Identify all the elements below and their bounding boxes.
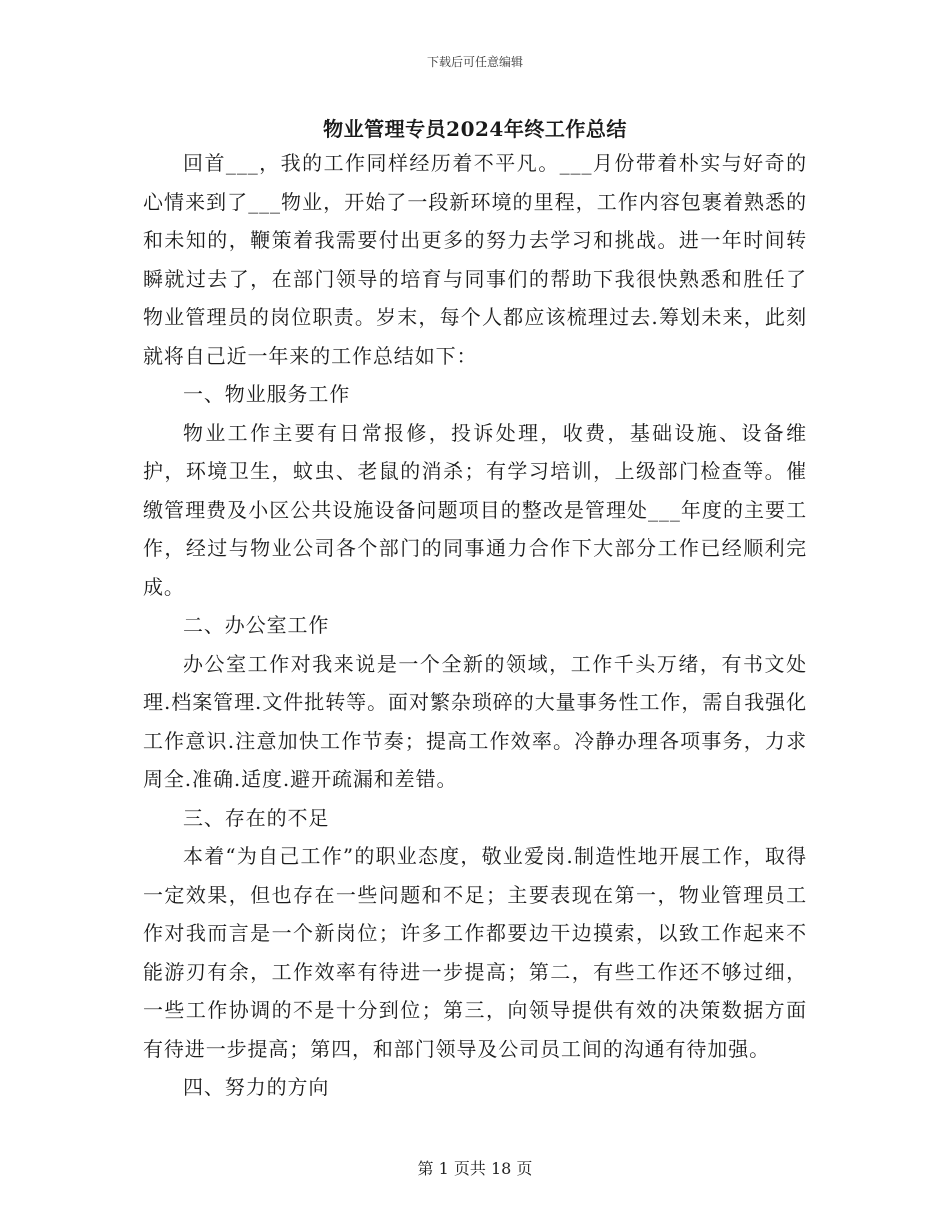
section-heading-2: 二、办公室工作	[183, 613, 330, 637]
paragraph-shortcomings: 本着“为自己工作”的职业态度，敬业爱岗.制造性地开展工作，取得一定效果，但也存在一些问题和不足；主要表现在第一，物业管理员工作对我而言是一个新岗位；许多工作都要边干边摸索，以致工作起来不能游刃有余，工作效率有待进一步提高；第二，有些工作还不够过细，一些工作协调的不是十分到位；第三，向领导提供有效的决策数据方面有待进一步提高；第四，和部门领导及公司员工间的沟通有待加强。	[143, 844, 807, 1061]
page-header-note: 下载后可任意编辑	[426, 55, 523, 69]
document-title: 物业管理专员2024年终工作总结	[323, 117, 627, 141]
section-heading-3: 三、存在的不足	[183, 805, 330, 830]
paragraph-office-work: 办公室工作对我来说是一个全新的领域，工作千头万绪，有书文处理.档案管理.文件批转等。面对繁杂琐碎的大量事务性工作，需自我强化工作意识.注意加快工作节奏；提高工作效率。冷静办理各项事务，力求周全.准确.适度.避开疏漏和差错。	[143, 651, 807, 791]
paragraph-property-service: 物业工作主要有日常报修，投诉处理，收费，基础设施、设备维护，环境卫生，蚊虫、老鼠的消杀；有学习培训，上级部门检查等。催缴管理费及小区公共设施设备问题项目的整改是管理处___年度的主要工作，经过与物业公司各个部门的同事通力合作下大部分工作已经顺利完成。	[143, 420, 807, 599]
section-heading-4: 四、努力的方向	[183, 1075, 330, 1099]
page-number: 第 1 页共 18 页	[417, 1159, 533, 1178]
paragraph-intro: 回首___，我的工作同样经历着不平凡。___月份带着朴实与好奇的心情来到了___物业，开始了一段新环境的里程，工作内容包裹着熟悉的和未知的，鞭策着我需要付出更多的努力去学习和挑战。进一年时间转瞬就过去了，在部门领导的培育与同事们的帮助下我很快熟悉和胜任了物业管理员的岗位职责。岁末，每个人都应该梳理过去.筹划未来，此刻就将自己近一年来的工作总结如下：	[143, 151, 807, 368]
section-heading-1: 一、物业服务工作	[183, 382, 351, 406]
document-body	[143, 144, 807, 1107]
